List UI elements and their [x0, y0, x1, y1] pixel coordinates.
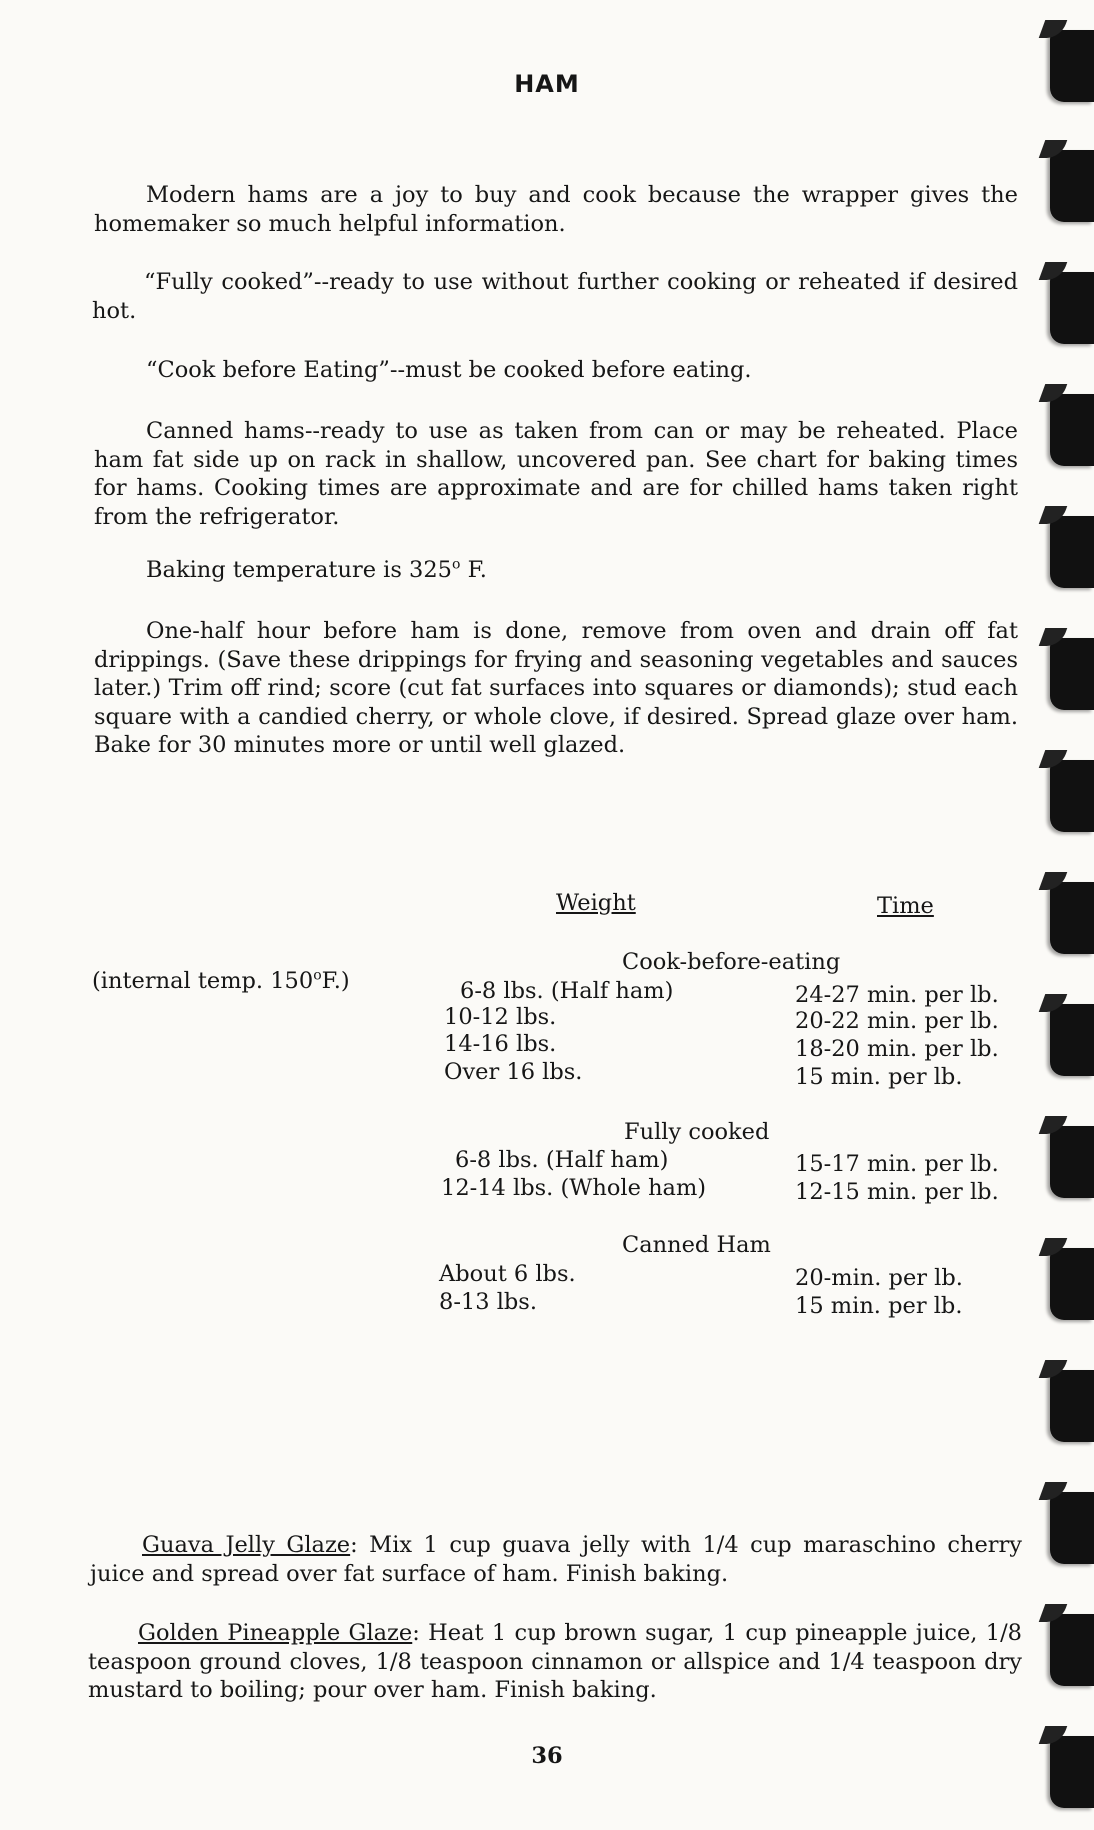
- section-label-canned-ham: Canned Ham: [622, 1232, 771, 1258]
- table-weight-cell: 6-8 lbs. (Half ham): [460, 978, 674, 1004]
- fully-cooked-paragraph: “Fully cooked”--ready to use without further cooking or reheated if desired hot.: [92, 269, 1018, 324]
- binding-ring: [1050, 1248, 1094, 1320]
- binding-ring: [1050, 1004, 1094, 1076]
- baking-temperature-paragraph: [94, 556, 1018, 585]
- binding-ring: [1050, 1126, 1094, 1198]
- internal-temp-note: [92, 968, 350, 994]
- binding-ring: [1050, 394, 1094, 466]
- cook-before-eating-paragraph: “Cook before Eating”--must be cooked before eating.: [146, 357, 752, 383]
- degree-symbol: o: [452, 556, 461, 573]
- baking-temperature-unit: F.: [460, 557, 487, 583]
- pineapple-glaze-name: Golden Pineapple Glaze: [138, 1620, 413, 1646]
- table-time-cell: 15 min. per lb.: [795, 1064, 963, 1090]
- binding-ring: [1050, 1736, 1094, 1808]
- table-weight-cell: About 6 lbs.: [439, 1261, 576, 1287]
- binding-ring: [1050, 1492, 1094, 1564]
- table-weight-cell: Over 16 lbs.: [444, 1059, 583, 1085]
- baking-temperature-text: Baking temperature is 325: [146, 557, 453, 583]
- binding-ring: [1050, 30, 1094, 102]
- time-column-header: Time: [877, 893, 934, 919]
- binding-ring: [1050, 1370, 1094, 1442]
- binding-ring: [1050, 1614, 1094, 1686]
- table-time-cell: 24-27 min. per lb.: [795, 982, 999, 1008]
- binding-ring: [1050, 272, 1094, 344]
- table-time-cell: 12-15 min. per lb.: [795, 1179, 999, 1205]
- pineapple-glaze-text: : Heat 1 cup brown sugar, 1 cup pineapple juice, 1/8 teaspoon ground cloves, 1/8 teaspoon cinnamon or allspice and 1/4 teaspoon dry mustard to boiling; pour over ham. Finish baking.: [88, 1620, 1022, 1703]
- table-weight-cell: 12-14 lbs. (Whole ham): [441, 1175, 707, 1201]
- page-number: 36: [531, 1743, 563, 1769]
- internal-temp-text: (internal temp. 150: [92, 968, 314, 994]
- binding-ring: [1050, 882, 1094, 954]
- page-title: HAM: [514, 70, 580, 98]
- guava-glaze-name: Guava Jelly Glaze: [142, 1532, 351, 1558]
- table-weight-cell: 14-16 lbs.: [444, 1031, 557, 1057]
- section-label-cook-before-eating: Cook-before-eating: [622, 949, 841, 975]
- pineapple-glaze-paragraph: [88, 1619, 1022, 1705]
- guava-glaze-paragraph: [90, 1531, 1022, 1588]
- glazing-instructions-paragraph: One-half hour before ham is done, remove from oven and drain off fat drippings. (Save these drippings for frying and seasoning vegetables and sauces later.) Trim off rind; score (cut fat surfaces into squares or diamonds); stud each square with a candied cherry, or whole clove, if desired. Spread glaze over ham. Bake for 30 minutes more or until well glazed.: [94, 618, 1018, 758]
- guava-glaze-text: : Mix 1 cup guava jelly with 1/4 cup maraschino cherry juice and spread over fat surface of ham. Finish baking.: [90, 1532, 1022, 1587]
- binding-ring: [1050, 760, 1094, 832]
- table-time-cell: 20-22 min. per lb.: [795, 1008, 999, 1034]
- weight-column-header: Weight: [556, 890, 636, 916]
- binding-ring: [1050, 516, 1094, 588]
- table-time-cell: 15-17 min. per lb.: [795, 1151, 999, 1177]
- internal-temp-unit: F.): [321, 968, 350, 994]
- degree-symbol: o: [313, 967, 322, 984]
- binding-ring: [1050, 150, 1094, 222]
- table-time-cell: 15 min. per lb.: [795, 1293, 963, 1319]
- section-label-fully-cooked: Fully cooked: [624, 1119, 770, 1145]
- table-time-cell: 20-min. per lb.: [795, 1265, 963, 1291]
- table-weight-cell: 10-12 lbs.: [444, 1004, 557, 1030]
- table-weight-cell: 6-8 lbs. (Half ham): [455, 1147, 669, 1173]
- binding-ring: [1050, 638, 1094, 710]
- intro-modern-paragraph: Modern hams are a joy to buy and cook because the wrapper gives the homemaker so much helpful information.: [94, 182, 1018, 237]
- table-weight-cell: 8-13 lbs.: [439, 1289, 537, 1315]
- canned-hams-paragraph: Canned hams--ready to use as taken from can or may be reheated. Place ham fat side up on rack in shallow, uncovered pan. See chart for baking times for hams. Cooking times are approximate and are for chilled hams taken right from the refrigerator.: [94, 418, 1018, 530]
- spiral-binding: [1044, 0, 1094, 1830]
- table-time-cell: 18-20 min. per lb.: [795, 1036, 999, 1062]
